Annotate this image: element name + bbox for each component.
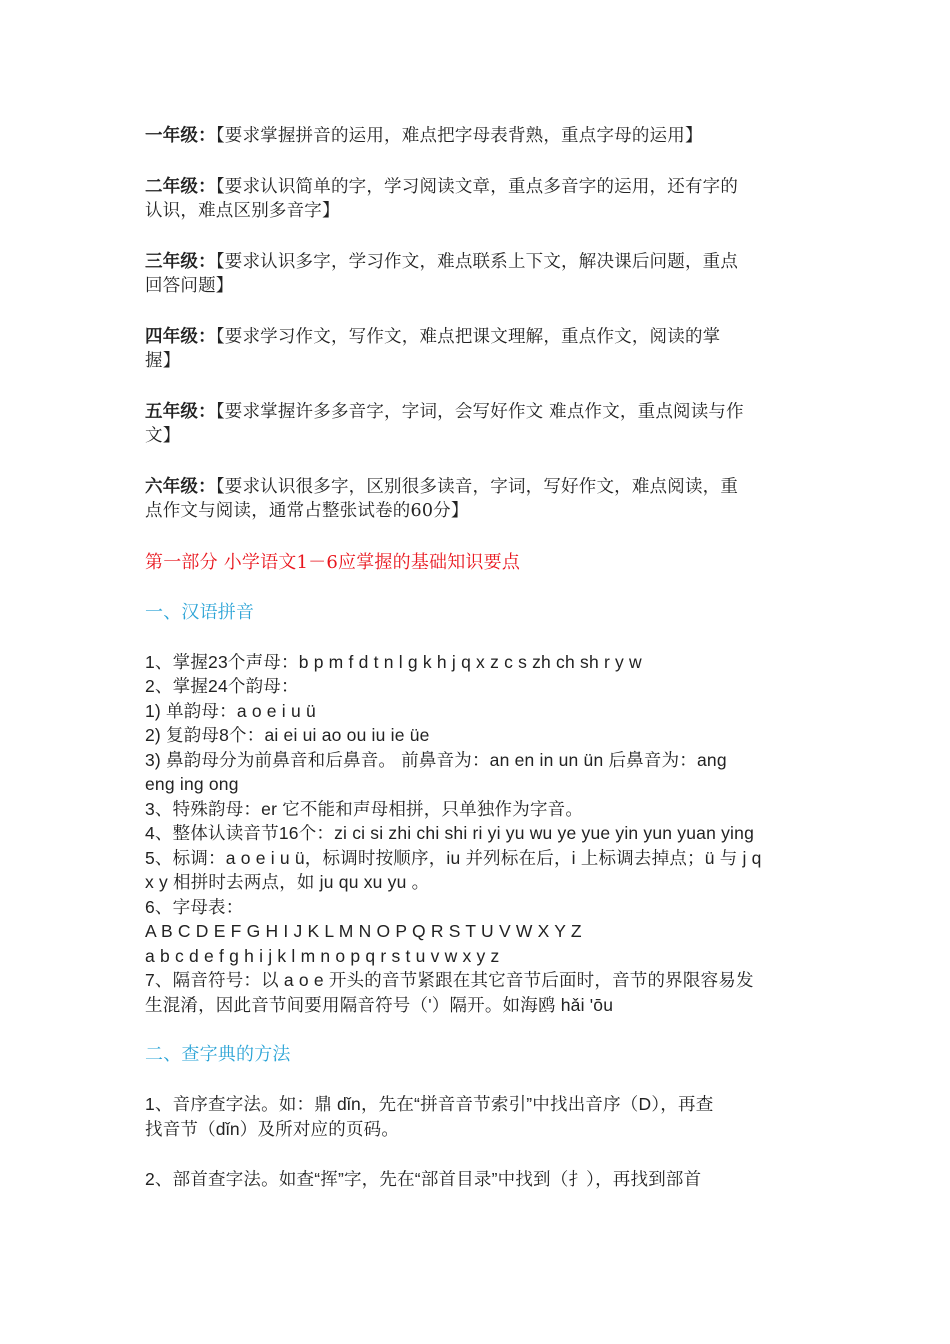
grade-line bbox=[145, 250, 810, 275]
pinyin-line: 4、整体认读音节16个：zi ci si zhi chi shi ri yi yu wu ye yue yin yun yuan ying bbox=[145, 823, 754, 843]
section-heading-dictionary: 二、查字典的方法 bbox=[145, 1044, 291, 1065]
dictionary-method-2 bbox=[145, 1167, 810, 1192]
grade-label: 六年级： bbox=[145, 476, 216, 497]
grade-text: 【要求学习作文，写作文，难点把课文理解，重点作文，阅读的掌 bbox=[215, 326, 721, 347]
dictionary-line: 2、部首查字法。如查“挥”字，先在“部首目录”中找到（扌），再找到部首 bbox=[145, 1169, 702, 1189]
grade-label: 三年级： bbox=[145, 251, 216, 272]
grade-paragraph bbox=[145, 400, 810, 449]
grade-paragraph bbox=[145, 175, 810, 224]
pinyin-line: 7、隔音符号：以 a o e 开头的音节紧跟在其它音节后面时，音节的界限容易发 bbox=[145, 970, 754, 990]
grade-text: 认识，难点区别多音字】 bbox=[145, 201, 340, 221]
pinyin-line: 3) 鼻韵母分为前鼻音和后鼻音。 前鼻音为：an en in un ün 后鼻音为：ang bbox=[145, 749, 727, 770]
pinyin-line: 1、掌握23个声母：b p m f d t n l g k h j q x z c s zh ch sh r y w bbox=[145, 651, 642, 672]
pinyin-line: A B C D E F G H I J K L M N O P Q R S T U V W X Y Z bbox=[145, 921, 582, 941]
grade-paragraph bbox=[145, 325, 810, 374]
pinyin-list bbox=[145, 650, 810, 1018]
grade-line bbox=[145, 175, 810, 200]
document-page bbox=[145, 124, 810, 1192]
grade-text: 【要求掌握拼音的运用，难点把字母表背熟，重点字母的运用】 bbox=[215, 126, 703, 146]
dictionary-method-1 bbox=[145, 1092, 810, 1141]
pinyin-line: 生混淆，因此音节间要用隔音符号（'）隔开。如海鸥 hǎi 'ōu bbox=[145, 994, 614, 1015]
grade-line bbox=[145, 499, 810, 524]
part-heading: 第一部分 小学语文1－6应掌握的基础知识要点 bbox=[145, 551, 521, 573]
grade-label: 二年级： bbox=[145, 176, 216, 197]
section-heading-pinyin: 一、汉语拼音 bbox=[145, 601, 255, 623]
pinyin-line: 2) 复韵母8个：ai ei ui ao ou iu ie üe bbox=[145, 725, 430, 745]
grade-text: 文】 bbox=[145, 426, 181, 446]
grade-line bbox=[145, 124, 810, 149]
pinyin-line: a b c d e f g h i j k l m n o p q r s t u v w x y z bbox=[145, 945, 500, 966]
grade-label: 五年级： bbox=[145, 401, 216, 422]
grade-line bbox=[145, 424, 810, 449]
grade-text: 握】 bbox=[145, 351, 181, 371]
grade-line bbox=[145, 199, 810, 224]
pinyin-line: 5、标调：a o e i u ü，标调时按顺序，iu 并列标在后，i 上标调去掉点；ü 与 j q bbox=[145, 847, 762, 868]
grade-text: 回答问题】 bbox=[145, 276, 234, 296]
grade-text: 【要求掌握许多多音字，字词，会写好作文 难点作文，重点阅读与作 bbox=[215, 401, 744, 422]
dictionary-line: 1、音序查字法。如：鼎 dǐn，先在“拼音音节索引”中找出音序（D），再查 bbox=[145, 1094, 714, 1114]
pinyin-line: x y 相拼时去两点，如 ju qu xu yu 。 bbox=[145, 872, 430, 892]
grade-requirements bbox=[145, 124, 810, 524]
pinyin-line: 1) 单韵母：a o e i u ü bbox=[145, 700, 316, 721]
grade-paragraph bbox=[145, 250, 810, 299]
grade-text: 【要求认识多字，学习作文，难点联系上下文，解决课后问题，重点 bbox=[215, 251, 739, 272]
grade-line bbox=[145, 400, 810, 425]
grade-text: 【要求认识简单的字，学习阅读文章，重点多音字的运用，还有字的 bbox=[215, 176, 739, 197]
grade-label: 一年级： bbox=[145, 126, 216, 146]
grade-text: 【要求认识很多字，区别很多读音，字词，写好作文，难点阅读，重 bbox=[215, 476, 739, 497]
pinyin-line: eng ing ong bbox=[145, 774, 239, 794]
grade-line bbox=[145, 325, 810, 350]
grade-line bbox=[145, 475, 810, 500]
grade-label: 四年级： bbox=[145, 326, 216, 347]
grade-line bbox=[145, 349, 810, 374]
grade-text: 点作文与阅读，通常占整张试卷的60分】 bbox=[145, 501, 469, 521]
grade-paragraph bbox=[145, 475, 810, 524]
grade-paragraph bbox=[145, 124, 810, 149]
grade-line bbox=[145, 274, 810, 299]
pinyin-line: 2、掌握24个韵母： bbox=[145, 676, 299, 696]
dictionary-line: 找音节（dǐn）及所对应的页码。 bbox=[145, 1118, 400, 1139]
pinyin-line: 6、字母表： bbox=[145, 896, 244, 917]
pinyin-line: 3、特殊韵母：er 它不能和声母相拼，只单独作为字音。 bbox=[145, 798, 584, 819]
